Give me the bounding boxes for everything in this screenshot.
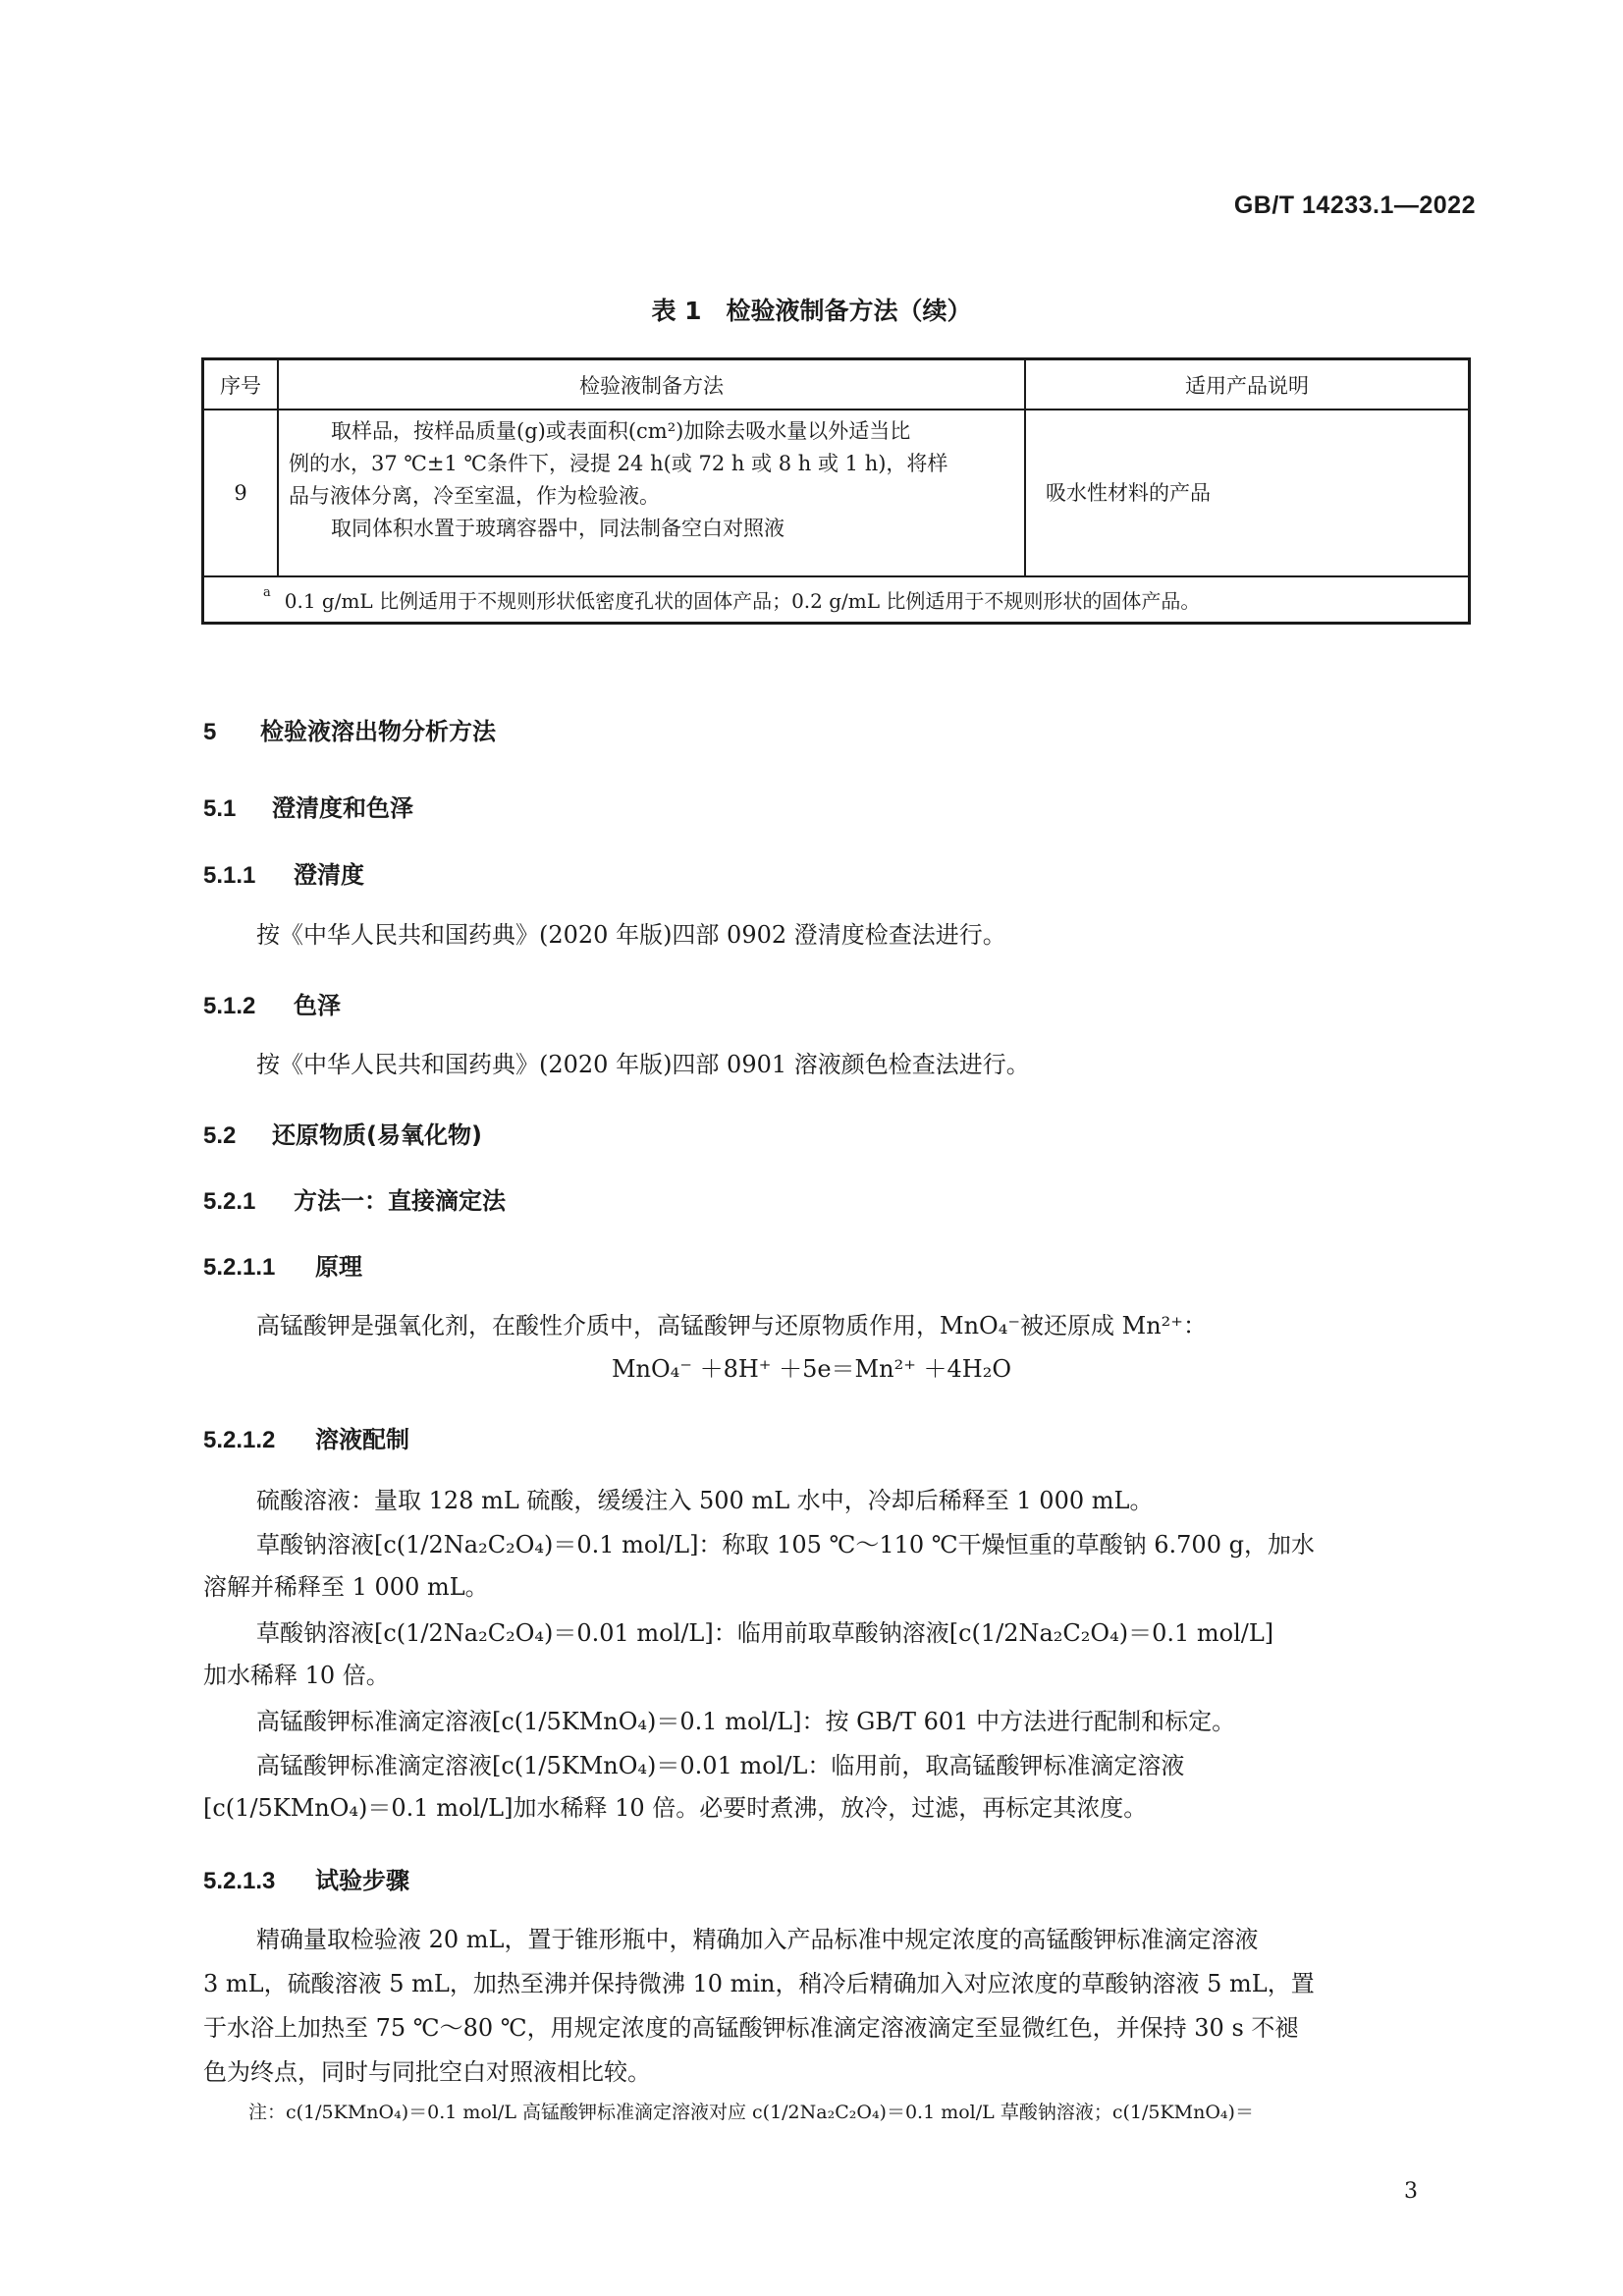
method-line: 例的水，37 ℃±1 ℃条件下，浸提 24 h(或 72 h 或 8 h 或 1 h)，将样 (289, 452, 948, 475)
method-line: 取样品，按样品质量(g)或表面积(cm²)加除去吸水量以外适当比 (331, 419, 911, 443)
paragraph-line: 加水稀释 10 倍。 (203, 1662, 390, 1689)
paragraph-line: 草酸钠溶液[c(1/2Na₂C₂O₄)＝0.01 mol/L]：临用前取草酸钠溶液[c(1/2Na₂C₂O₄)＝0.1 mol/L] (256, 1619, 1274, 1647)
paragraph-line: 色为终点，同时与同批空白对照液相比较。 (203, 2058, 651, 2086)
paragraph-line: 精确量取检验液 20 mL，置于锥形瓶中，精确加入产品标准中规定浓度的高锰酸钾标准滴定溶液 (256, 1926, 1259, 1953)
header-seq: 序号 (220, 374, 261, 398)
standard-code: GB/T 14233.1—2022 (1233, 191, 1476, 219)
section-heading: 5.2.1.1 原理 (203, 1253, 362, 1281)
paragraph-line: 硫酸溶液：量取 128 mL 硫酸，缓缓注入 500 mL 水中，冷却后稀释至 1 000 mL。 (256, 1487, 1154, 1514)
paragraph-line: 3 mL，硫酸溶液 5 mL，加热至沸并保持微沸 10 min，稍冷后精确加入对应浓度的草酸钠溶液 5 mL，置 (203, 1970, 1315, 1997)
row-method (289, 415, 1020, 545)
paragraph: 按《中华人民共和国药典》(2020 年版)四部 0901 溶液颜色检查法进行。 (256, 1051, 1030, 1078)
method-line: 取同体积水置于玻璃容器中，同法制备空白对照液 (331, 517, 784, 540)
table-footnote (263, 577, 1461, 625)
paragraph-line: 草酸钠溶液[c(1/2Na₂C₂O₄)＝0.1 mol/L]：称取 105 ℃～110 ℃干燥恒重的草酸钠 6.700 g，加水 (256, 1531, 1315, 1558)
paragraph-line: 溶解并稀释至 1 000 mL。 (203, 1573, 489, 1601)
footnote-text: 0.1 g/mL 比例适用于不规则形状低密度孔状的固体产品；0.2 g/mL 比例适用于不规则形状的固体产品。 (284, 589, 1201, 613)
preparation-table (201, 357, 1471, 625)
header-method: 检验液制备方法 (579, 374, 724, 398)
paragraph-line: 高锰酸钾标准滴定溶液[c(1/5KMnO₄)＝0.01 mol/L：临用前，取高锰酸钾标准滴定溶液 (256, 1752, 1185, 1779)
section-heading: 5.1.1 澄清度 (203, 861, 364, 889)
footnote-mark: a (263, 585, 271, 600)
section-heading: 5.2.1.2 溶液配制 (203, 1426, 409, 1453)
method-line: 品与液体分离，冷至室温，作为检验液。 (289, 484, 660, 508)
page-number: 3 (1404, 2179, 1418, 2204)
section-heading: 5.1.2 色泽 (203, 992, 341, 1019)
row-seq: 9 (234, 481, 247, 505)
row-applicable: 吸水性材料的产品 (1046, 481, 1211, 505)
section-heading: 5.2 还原物质(易氧化物) (203, 1121, 482, 1149)
section-heading: 5 检验液溶出物分析方法 (203, 718, 496, 745)
section-heading: 5.2.1.3 试验步骤 (203, 1867, 409, 1894)
paragraph-line: 于水浴上加热至 75 ℃～80 ℃，用规定浓度的高锰酸钾标准滴定溶液滴定至显微红色，并保持 30 s 不褪 (203, 2014, 1299, 2042)
section-heading: 5.2.1 方法一：直接滴定法 (203, 1187, 506, 1215)
table-title: 表 1 检验液制备方法（续） (651, 297, 972, 325)
paragraph: 按《中华人民共和国药典》(2020 年版)四部 0902 澄清度检查法进行。 (256, 921, 1006, 949)
header-applicable: 适用产品说明 (1185, 374, 1309, 398)
paragraph-line: 高锰酸钾标准滴定溶液[c(1/5KMnO₄)＝0.1 mol/L]：按 GB/T 601 中方法进行配制和标定。 (256, 1708, 1236, 1735)
equation: MnO₄⁻ ＋8H⁺ ＋5e＝Mn²⁺ ＋4H₂O (611, 1355, 1012, 1383)
paragraph: 高锰酸钾是强氧化剂，在酸性介质中，高锰酸钾与还原物质作用，MnO₄⁻被还原成 Mn²⁺： (256, 1312, 1207, 1339)
section-heading: 5.1 澄清度和色泽 (203, 794, 413, 822)
paragraph-line: [c(1/5KMnO₄)＝0.1 mol/L]加水稀释 10 倍。必要时煮沸，放冷，过滤，再标定其浓度。 (203, 1794, 1148, 1822)
note: 注：c(1/5KMnO₄)＝0.1 mol/L 高锰酸钾标准滴定溶液对应 c(1/2Na₂C₂O₄)＝0.1 mol/L 草酸钠溶液；c(1/5KMnO₄)＝ (248, 2102, 1254, 2123)
